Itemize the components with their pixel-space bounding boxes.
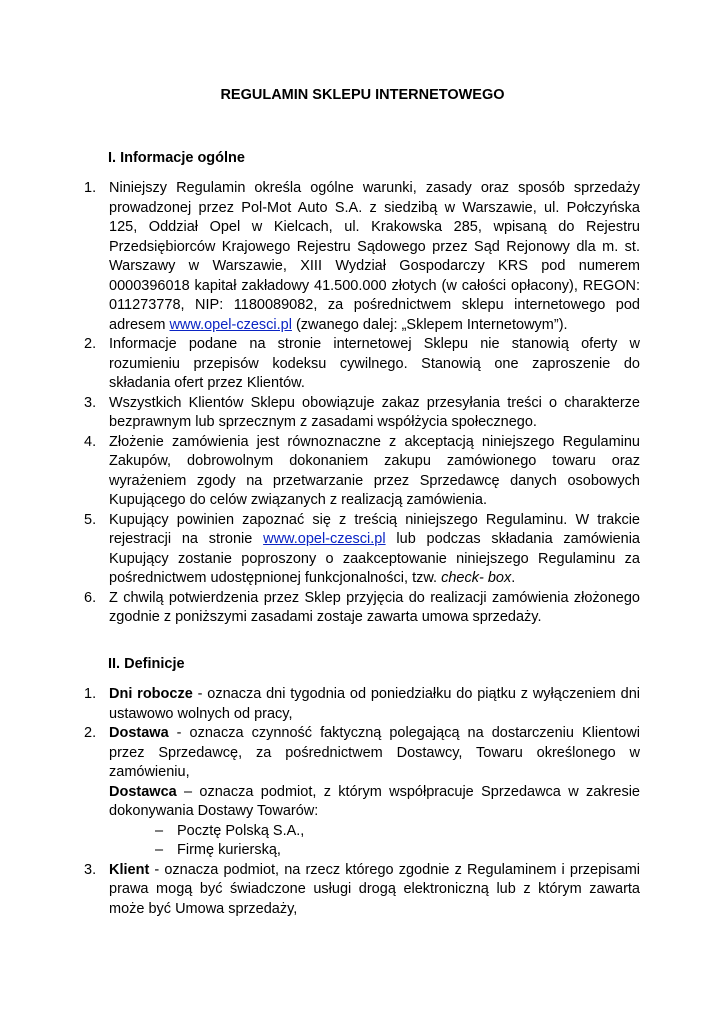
item-text-line: rozumieniu przepisów kodeksu cywilnego. Stanowią one zaproszenie do <box>109 355 640 372</box>
list-item <box>84 179 640 335</box>
item-number: 3. <box>84 861 97 878</box>
item-text-line: Dostawa - oznacza czynność faktyczną polegającą na dostarczeniu Klientowi <box>109 725 640 741</box>
document-title: REGULAMIN SKLEPU INTERNETOWEGO <box>220 87 505 103</box>
item-number: 1. <box>84 686 97 702</box>
item-text-line: Dostawca – oznacza podmiot, z którym współpracuje Sprzedawca w zakresie <box>109 783 640 800</box>
dash-bullet-icon: – <box>155 842 164 858</box>
definition-term: Dostawca <box>109 783 177 800</box>
item-text-line: wyrażeniem zgody na przetwarzanie przez Sprzedawcę danych osobowych <box>109 472 640 489</box>
item-number: 5. <box>84 511 97 528</box>
item-text-line: ustawowo wolnych od pracy, <box>109 705 293 722</box>
item-text-line: prowadzonej przez Pol-Mot Auto S.A. z siedzibą w Warszawie, ul. Połczyńska <box>109 199 640 216</box>
item-text-line: Kupujący zostanie poproszony o zaakceptowanie niniejszego Regulaminu za <box>109 550 640 567</box>
section-list-informacje <box>84 179 640 628</box>
item-text-line: prawa mogą być świadczone usługi drogą elektroniczną lub z którym zawarta <box>109 881 640 897</box>
sub-list-item: – Pocztę Polską S.A., <box>155 822 640 842</box>
item-text-line: Warszawy w Warszawie, XIII Wydział Gospodarczy KRS pod numerem <box>109 258 640 274</box>
item-number: 1. <box>84 180 97 196</box>
list-item <box>84 724 640 861</box>
item-number: 6. <box>84 589 97 606</box>
sub-list-item: – Firmę kurierską, <box>155 841 640 861</box>
item-text-line: Klient - oznacza podmiot, na rzecz którego zgodnie z Regulaminem i przepisami <box>109 861 640 878</box>
item-text-line: 125, Oddział Opel w Kielcach, ul. Krakowska 285, wpisaną do Rejestru <box>109 219 640 235</box>
item-text-line: Zakupów, dobrowolnym dokonaniem zakupu zamówionego towaru oraz <box>109 453 640 469</box>
list-item <box>84 685 640 724</box>
item-text-line: składania ofert przez Klientów. <box>109 375 305 391</box>
list-item <box>84 511 640 589</box>
list-item <box>84 335 640 394</box>
list-item <box>84 861 640 920</box>
item-text-line: adresem www.opel-czesci.pl (zwanego dalej: „Sklepem Internetowym”). <box>109 316 568 333</box>
item-text-line: zgodnie z poniższymi zasadami zostaje zawarta umowa sprzedaży. <box>109 609 542 625</box>
item-text-line: Informacje podane na stronie internetowej Sklepu nie stanowią oferty w <box>109 336 640 352</box>
item-text-line: Złożenie zamówienia jest równoznaczne z akceptacją niniejszego Regulaminu <box>109 433 640 450</box>
shop-url-link[interactable]: www.opel-czesci.pl <box>263 531 386 547</box>
item-text-line: zamówieniu, <box>109 764 190 780</box>
definition-term: Klient <box>109 861 150 878</box>
item-text-line: przez Sprzedawcę, za pośrednictwem Dostawcy, Towaru określonego w <box>109 744 640 761</box>
item-text-line: 011273778, NIP: 1180089082, za pośrednictwem sklepu internetowego pod <box>109 297 640 313</box>
item-text-line: bezprawnym lub sprzecznym z zasadami współżycia społecznego. <box>109 414 537 430</box>
shop-url-link[interactable]: www.opel-czesci.pl <box>169 316 292 333</box>
item-text-line: Dni robocze - oznacza dni tygodnia od poniedziałku do piątku z wyłączeniem dni <box>109 686 641 702</box>
item-number: 2. <box>84 725 97 741</box>
item-text-line: Wszystkich Klientów Sklepu obowiązuje zakaz przesyłania treści o charakterze <box>109 394 640 411</box>
definition-term: Dni robocze <box>109 686 193 702</box>
definition-term: Dostawa <box>109 725 169 741</box>
check-box-term: check- box <box>441 570 512 586</box>
list-item <box>84 433 640 511</box>
item-text-line: Z chwilą potwierdzenia przez Sklep przyjęcia do realizacji zamówienia złożonego <box>109 589 640 606</box>
item-number: 2. <box>84 336 97 352</box>
item-text-line: dokonywania Dostawy Towarów: <box>109 803 319 819</box>
item-number: 3. <box>84 394 97 411</box>
item-text-line: Kupującego do celów związanych z realizacją zamówienia. <box>109 492 488 508</box>
section-list-definicje <box>84 685 640 919</box>
item-text-line: 0000396018 kapitał zakładowy 41.500.000 złotych (w całości opłacony), REGON: <box>109 277 640 294</box>
item-text-line: Przedsiębiorców Krajowego Rejestru Sądowego przez Sąd Rejonowy dla m. st. <box>109 238 640 255</box>
dash-bullet-icon: – <box>155 822 164 839</box>
item-text-line: Niniejszy Regulamin określa ogólne warunki, zasady oraz sposób sprzedaży <box>109 180 640 196</box>
item-text-line: Kupujący powinien zapoznać się z treścią niniejszego Regulaminu. W trakcie <box>109 511 640 528</box>
list-item <box>84 394 640 433</box>
item-text-line: rejestracji na stronie www.opel-czesci.pl lub podczas składania zamówienia <box>109 531 640 547</box>
section-heading-informacje: I. Informacje ogólne <box>108 150 245 166</box>
item-number: 4. <box>84 433 97 450</box>
list-item <box>84 589 640 628</box>
item-text-line: może być Umowa sprzedaży, <box>109 900 298 917</box>
item-text-line: pośrednictwem udostępnionej funkcjonalności, tzw. check- box. <box>109 570 516 586</box>
section-heading-definicje: II. Definicje <box>108 656 185 672</box>
